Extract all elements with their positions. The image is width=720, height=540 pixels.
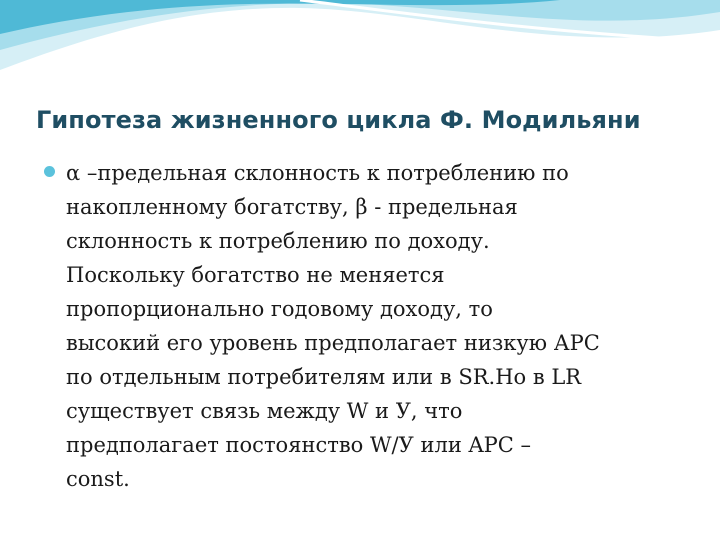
bullet-line: по отдельным потребителям или в SR.Но в LR xyxy=(66,365,582,389)
bullet-text xyxy=(66,156,686,496)
bullet-line: const. xyxy=(66,467,130,491)
bullet-line: α –предельная склонность к потреблению по xyxy=(66,161,569,185)
bullet-line: существует связь между W и У, что xyxy=(66,399,463,423)
bullet-line: Поскольку богатство не меняется xyxy=(66,263,445,287)
bullet-line: предполагает постоянство W/У или APC – xyxy=(66,433,532,457)
header-wave-decoration xyxy=(0,0,720,90)
bullet-line: склонность к потреблению по доходу. xyxy=(66,229,490,253)
bullet-dot-icon xyxy=(44,166,55,177)
bullet-line: пропорционально годовому доходу, то xyxy=(66,297,493,321)
bullet-line: накопленному богатству, β - предельная xyxy=(66,195,518,219)
slide-title: Гипотеза жизненного цикла Ф. Модильяни xyxy=(36,106,641,134)
bullet-line: высокий его уровень предполагает низкую АРС xyxy=(66,331,600,355)
